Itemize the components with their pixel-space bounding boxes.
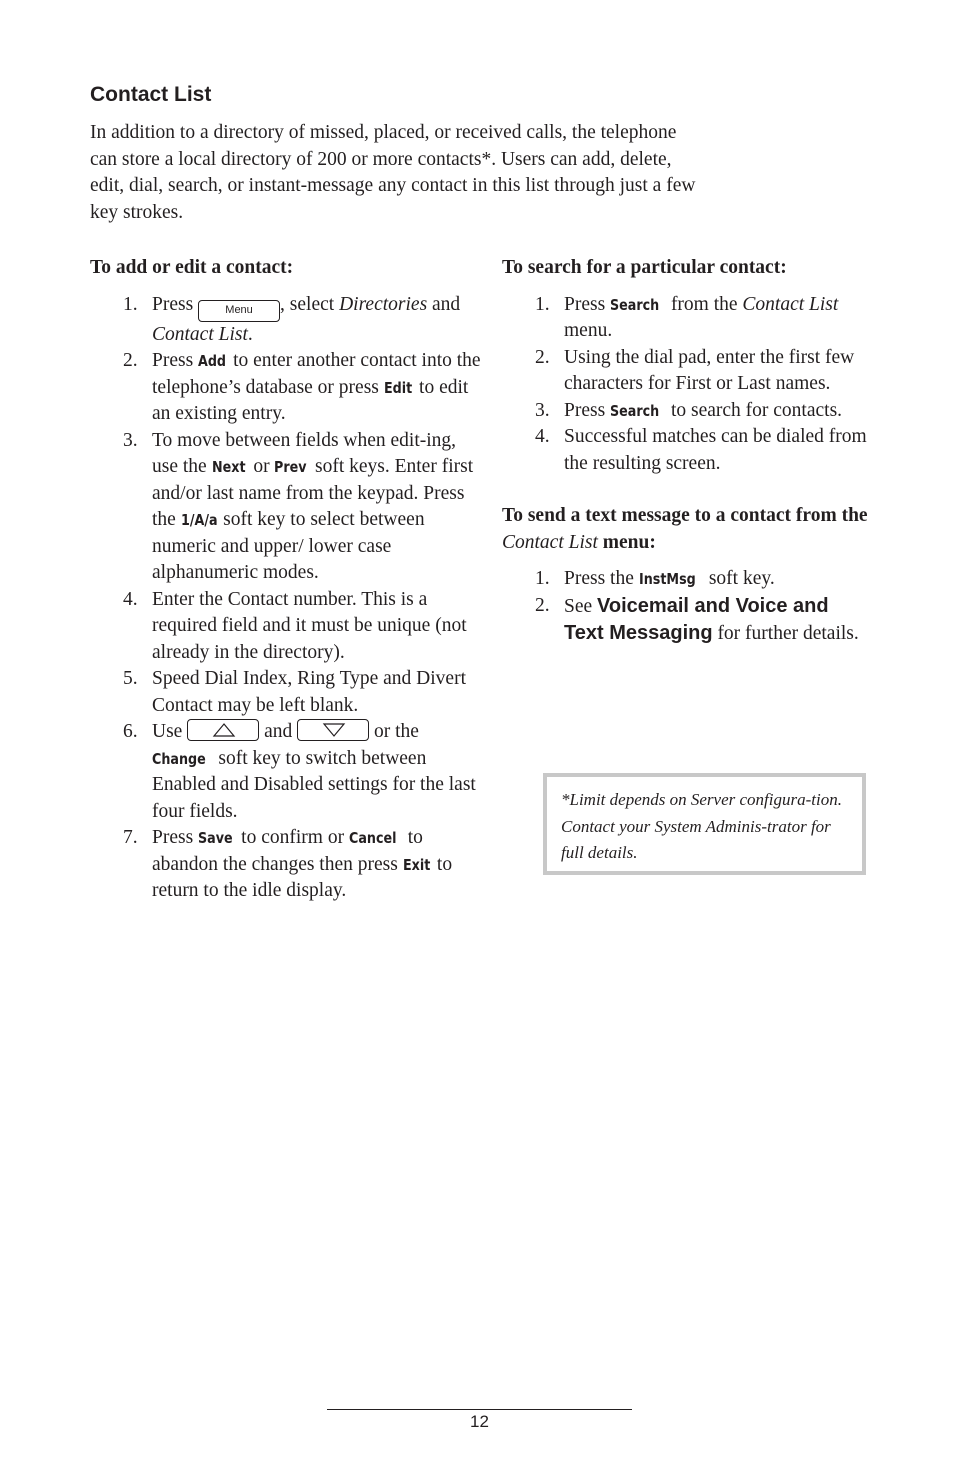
step-number: 1. xyxy=(535,568,550,589)
soft-key-label: Save xyxy=(198,829,233,847)
step-text: . xyxy=(247,323,253,345)
step-number: 5. xyxy=(123,668,138,689)
search-heading: To search for a particular contact: xyxy=(502,257,787,278)
step-number: 6. xyxy=(123,721,138,742)
step-text: Press xyxy=(152,827,199,848)
soft-key-label: Add xyxy=(198,352,227,370)
soft-key-label: InstMsg xyxy=(638,570,696,588)
down-arrow-key-icon xyxy=(297,719,369,741)
soft-key-label: Next xyxy=(211,458,246,476)
step-text: Press xyxy=(564,293,611,315)
step-number: 3. xyxy=(123,429,138,451)
step-text: to return to the idle display. xyxy=(152,853,453,901)
step-text: to abandon the changes then press xyxy=(152,827,423,875)
step-text: or xyxy=(248,456,275,477)
text-message-steps xyxy=(502,566,872,648)
search-steps xyxy=(502,292,872,478)
step-text: from the xyxy=(666,293,743,315)
menu-name: Directories xyxy=(339,293,428,315)
add-edit-step-2 xyxy=(90,348,485,428)
search-section xyxy=(502,255,872,648)
soft-key-label: Search xyxy=(610,295,660,314)
soft-key-label: Prev xyxy=(274,458,307,476)
step-text: Successful matches can be dialed from the resulting screen. xyxy=(564,426,867,474)
step-number: 7. xyxy=(123,827,138,848)
footnote-text: *Limit depends on Server configura-tion. Contact your System Adminis-trator for full details. xyxy=(561,790,842,862)
step-text: Using the dial pad, enter the first few characters for First or Last names. xyxy=(564,346,855,394)
soft-key-label: 1/A/a xyxy=(180,511,218,529)
step-text: Speed Dial Index, Ring Type and Divert Contact may be left blank. xyxy=(152,668,466,716)
step-number: 2. xyxy=(123,350,138,371)
step-text: , select xyxy=(280,293,340,315)
footer-rule xyxy=(327,1409,632,1410)
step-text: to confirm or xyxy=(236,827,349,848)
step-text: Press xyxy=(152,293,199,315)
add-edit-steps xyxy=(90,292,485,905)
soft-key-label: Exit xyxy=(402,855,431,874)
add-edit-step-7 xyxy=(90,825,485,905)
search-step-1 xyxy=(502,292,872,345)
step-text: soft key. xyxy=(703,568,775,589)
menu-key-icon: Menu xyxy=(198,300,280,322)
page-number: 12 xyxy=(470,1412,489,1431)
search-step-3 xyxy=(502,398,872,425)
soft-key-label: Cancel xyxy=(348,829,397,847)
heading-text: To send a text message to a contact from the xyxy=(502,505,868,526)
add-edit-step-6 xyxy=(90,719,485,825)
step-number: 2. xyxy=(535,594,550,616)
step-text: Enter the Contact number. This is a required field and it must be unique (not already in the directory). xyxy=(152,588,467,663)
step-text: for further details. xyxy=(712,623,859,644)
soft-key-label: Edit xyxy=(383,378,412,397)
menu-name: Contact List xyxy=(502,531,598,553)
step-text: or the xyxy=(369,721,419,742)
heading-text: menu: xyxy=(597,531,656,553)
search-step-4 xyxy=(502,424,872,477)
menu-name: Contact List xyxy=(742,293,839,315)
footnote-box xyxy=(543,773,866,875)
up-arrow-key-icon xyxy=(187,719,259,741)
menu-name: Contact List xyxy=(152,323,248,345)
step-text: See xyxy=(564,595,598,617)
step-number: 1. xyxy=(123,293,138,315)
soft-key-label: Search xyxy=(610,401,660,420)
step-number: 1. xyxy=(535,293,550,315)
step-text: Press xyxy=(564,399,611,421)
text-message-heading xyxy=(502,503,872,556)
add-edit-section xyxy=(90,255,485,905)
step-text: soft key to select between numeric and upper/ lower case alphanumeric modes. xyxy=(152,509,425,583)
soft-key-label: Change xyxy=(152,749,206,768)
add-edit-step-4 xyxy=(90,587,485,667)
step-number: 3. xyxy=(535,399,550,421)
step-text: To move between fields when edit-ing, use the xyxy=(152,429,457,477)
add-edit-step-5 xyxy=(90,666,485,719)
search-step-2 xyxy=(502,345,872,398)
step-text: and xyxy=(259,721,298,742)
step-text: to enter another contact into the telephone’s database or press xyxy=(152,350,481,398)
page-title: Contact List xyxy=(90,83,212,106)
text-message-step-2 xyxy=(502,593,872,648)
section-cross-reference: Voicemail and Voice and Text Messaging xyxy=(564,594,829,644)
step-text: soft key to switch between Enabled and Disabled settings for the last four fields. xyxy=(152,747,476,822)
step-number: 2. xyxy=(535,346,550,368)
step-text: Press xyxy=(152,350,199,371)
step-number: 4. xyxy=(535,426,550,447)
step-text: to search for contacts. xyxy=(666,399,843,421)
add-edit-step-3 xyxy=(90,428,485,587)
step-text: Press the xyxy=(564,568,639,589)
step-text: to edit an existing entry. xyxy=(152,376,469,424)
intro-paragraph: In addition to a directory of missed, placed, or received calls, the telephone can store a local directory of 200 or more contacts*. Users can add, delete, edit, dial, search, or instant-message any contact in this list through just a few key strokes. xyxy=(90,122,696,223)
step-text: soft keys. Enter first and/or last name from the keypad. Press the xyxy=(152,456,474,530)
step-text: Use xyxy=(152,721,188,742)
step-number: 4. xyxy=(123,588,138,610)
step-text: menu. xyxy=(564,320,613,341)
step-text: and xyxy=(427,293,461,315)
text-message-step-1 xyxy=(502,566,872,593)
add-edit-heading: To add or edit a contact: xyxy=(90,257,294,278)
add-edit-step-1 xyxy=(90,292,485,349)
